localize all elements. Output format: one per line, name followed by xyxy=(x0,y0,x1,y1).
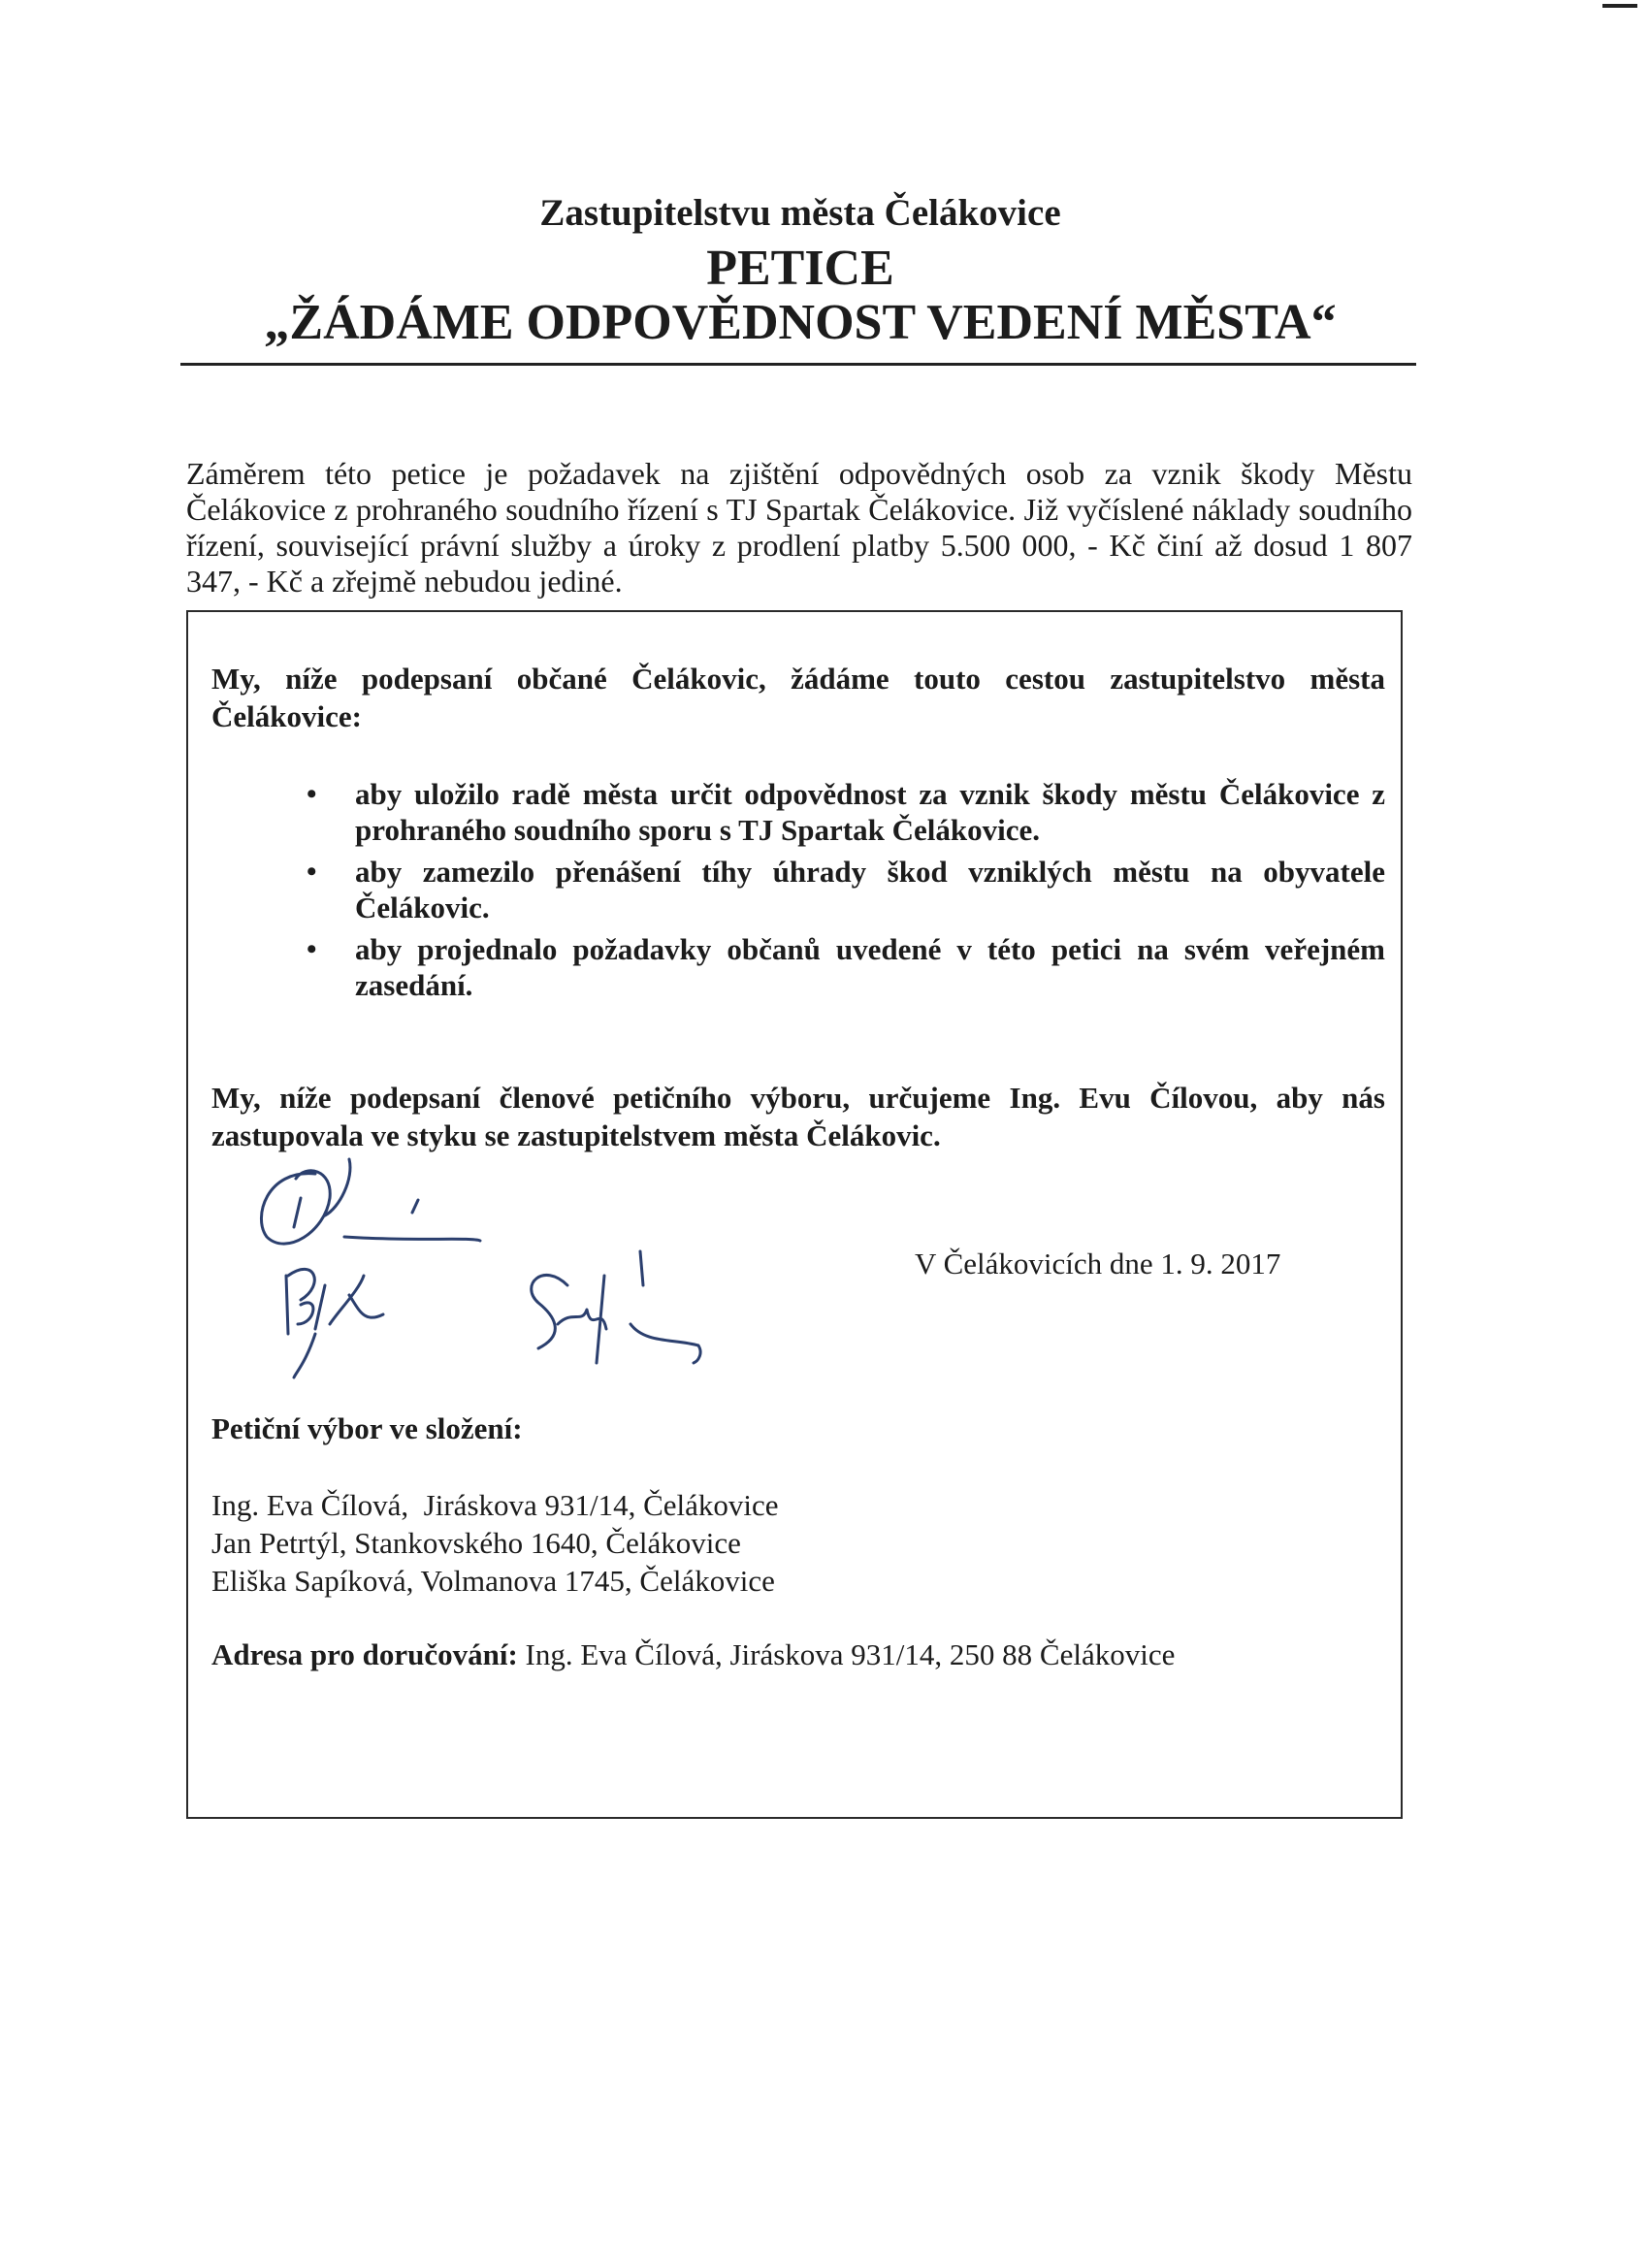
signature-first xyxy=(261,1159,480,1244)
committee-intro: My, níže podepsaní členové petičního výboru, určujeme Ing. Evu Čílovou, aby nás zastupovala ve styku se zastupitelstvem města Čelákovic. xyxy=(211,1081,1385,1152)
demand-text: aby zamezilo přenášení tíhy úhrady škod vzniklých městu na obyvatele Čelákovic. xyxy=(355,855,1385,924)
petition-header xyxy=(184,189,1416,350)
committee-member: Eliška Sapíková, Volmanova 1745, Čelákovice xyxy=(211,1564,775,1598)
demand-item xyxy=(301,854,1385,925)
demand-item xyxy=(301,931,1385,1003)
addressee: Zastupitelstvu města Čelákovice xyxy=(539,192,1061,234)
petition-title: PETICE xyxy=(706,241,894,296)
delivery-address xyxy=(211,1637,1175,1672)
committee-members xyxy=(211,1486,779,1600)
signature-third xyxy=(532,1251,700,1363)
signature-second xyxy=(286,1269,383,1377)
demand-item xyxy=(301,776,1385,848)
intro-paragraph: Záměrem této petice je požadavek na zjištění odpovědných osob za vznik škody Městu Čelákovice z prohraného soudního řízení s TJ Spartak Čelákovice. Již vyčíslené náklady soudního řízení, související právní služby a úroky z prodlení platby 5.500 000, - Kč činí až dosud 1 807 347, - Kč a zřejmě nebudou jediné. xyxy=(186,456,1412,599)
committee-member: Ing. Eva Čílová, Jiráskova 931/14, Čelákovice xyxy=(211,1488,779,1522)
delivery-address-label: Adresa pro doručování: xyxy=(211,1637,518,1671)
demand-text: aby projednalo požadavky občanů uvedené v této petici na svém veřejném zasedání. xyxy=(355,932,1385,1002)
petition-subtitle: „ŽÁDÁME ODPOVĚDNOST VEDENÍ MĚSTA“ xyxy=(264,295,1337,350)
scan-corner-mark xyxy=(1602,4,1637,8)
bullet-icon: • xyxy=(307,778,317,810)
delivery-address-value: Ing. Eva Čílová, Jiráskova 931/14, 250 88 Čelákovice xyxy=(517,1637,1176,1671)
header-underline xyxy=(180,363,1416,366)
committee-member: Jan Petrtýl, Stankovského 1640, Čelákovice xyxy=(211,1526,741,1560)
demand-text: aby uložilo radě města určit odpovědnost za vznik škody městu Čelákovice z prohraného soudního sporu s TJ Spartak Čelákovice. xyxy=(355,777,1385,847)
bullet-icon: • xyxy=(307,856,317,888)
committee-heading: Petiční výbor ve složení: xyxy=(211,1411,523,1445)
demands-intro: My, níže podepsaní občané Čelákovic, žádáme touto cestou zastupitelstvo města Čelákovice: xyxy=(211,662,1385,733)
date-place: V Čelákovicích dne 1. 9. 2017 xyxy=(915,1247,1281,1280)
handwritten-signatures xyxy=(247,1140,732,1392)
bullet-icon: • xyxy=(307,933,317,965)
demands-list xyxy=(301,776,1385,1009)
